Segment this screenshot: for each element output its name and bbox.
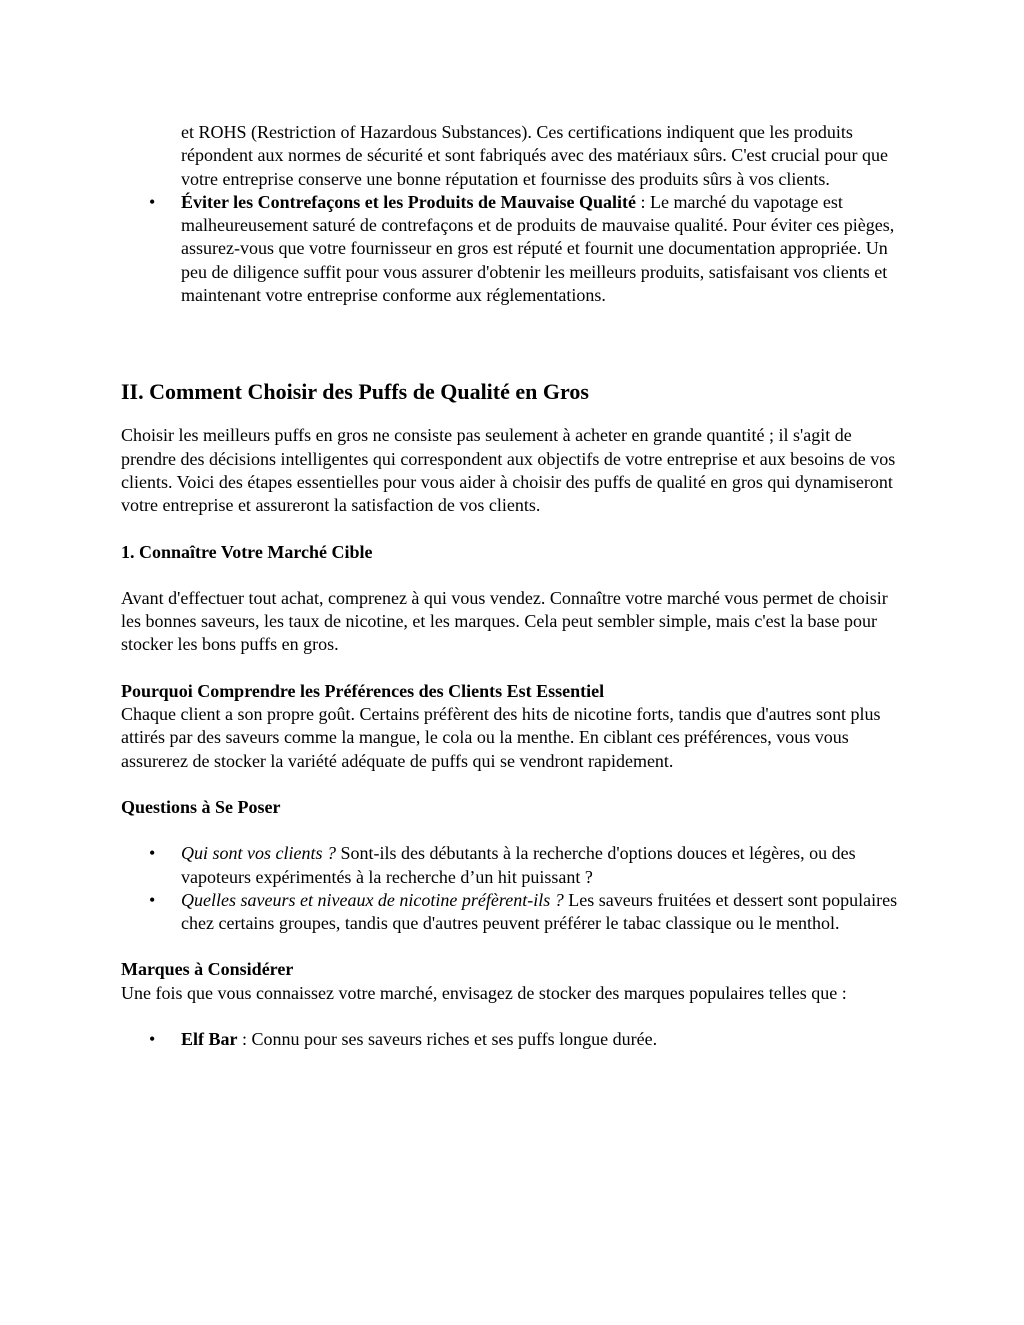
list-item-text: et ROHS (Restriction of Hazardous Substances). Ces certifications indiquent que les produits répondent aux normes de sécurité et sont fabriqués avec des matériaux sûrs. C'est crucial pour que votre entreprise conserve une bonne réputation et fournisse des produits sûrs à vos clients. bbox=[181, 122, 889, 189]
paragraph-target-market: Avant d'effectuer tout achat, comprenez à qui vous vendez. Connaître votre marché vous permet de choisir les bonnes saveurs, les taux de nicotine, et les marques. Cela peut sembler simple, mais c'est la base pour stocker les bons puffs en gros. bbox=[121, 587, 888, 655]
certification-list bbox=[121, 121, 906, 307]
list-item bbox=[181, 121, 906, 191]
list-item bbox=[149, 842, 906, 889]
list-item-bold: Elf Bar bbox=[181, 1029, 238, 1050]
document-content bbox=[121, 121, 906, 1051]
subheading-why: Pourquoi Comprendre les Préférences des Clients Est Essentiel bbox=[121, 680, 605, 701]
subheading-questions: Questions à Se Poser bbox=[121, 796, 281, 817]
list-item-italic: Quelles saveurs et niveaux de nicotine préfèrent-ils ? bbox=[181, 889, 564, 910]
list-item bbox=[149, 889, 906, 936]
questions-list bbox=[121, 842, 906, 935]
list-item-bold: Éviter les Contrefaçons et les Produits de Mauvaise Qualité bbox=[181, 191, 636, 212]
subheading-brands: Marques à Considérer bbox=[121, 959, 294, 980]
paragraph-brands: Une fois que vous connaissez votre marché, envisagez de stocker des marques populaires telles que : bbox=[121, 982, 847, 1003]
bullet-icon: • bbox=[149, 843, 156, 864]
intro-paragraph: Choisir les meilleurs puffs en gros ne consiste pas seulement à acheter en grande quantité ; il s'agit de prendre des décisions intelligentes qui correspondent aux objectifs de votre entreprise et aux besoins de vos clients. Voici des étapes essentielles pour vous aider à choisir des puffs de qualité en gros qui dynamiseront votre entreprise et assureront la satisfaction de vos clients. bbox=[121, 425, 896, 516]
bullet-icon: • bbox=[149, 889, 156, 910]
paragraph-why: Chaque client a son propre goût. Certains préfèrent des hits de nicotine forts, tandis que d'autres sont plus attirés par des saveurs comme la mangue, le cola ou la menthe. En ciblant ces préférences, vous vous assurerez de stocker la variété adéquate de puffs qui se vendront rapidement. bbox=[121, 704, 881, 771]
section-heading: II. Comment Choisir des Puffs de Qualité en Gros bbox=[121, 379, 589, 405]
list-item-text: Sont-ils des débutants à la recherche d'options douces et légères, ou des vapoteurs expérimentés à la recherche d’un hit puissant ? bbox=[181, 843, 856, 887]
list-item-text: Les saveurs fruitées et dessert sont populaires chez certains groupes, tandis que d'autres peuvent préférer le tabac classique ou le menthol. bbox=[181, 889, 898, 934]
bullet-icon: • bbox=[149, 1029, 156, 1050]
list-item-text: : Le marché du vapotage est malheureusement saturé de contrefaçons et de produits de mauvaise qualité. Pour éviter ces pièges, assurez-vous que votre fournisseur en gros est réputé et fournit une documentation appropriée. Un peu de diligence suffit pour vous assurer d'obtenir les meilleurs produits, satisfaisant vos clients et maintenant votre entreprise conforme aux réglementations. bbox=[181, 191, 895, 306]
bullet-icon: • bbox=[149, 191, 156, 212]
list-item bbox=[149, 191, 906, 307]
subheading-target-market: 1. Connaître Votre Marché Cible bbox=[121, 541, 373, 562]
list-item bbox=[149, 1028, 906, 1051]
list-item-italic: Qui sont vos clients ? bbox=[181, 843, 336, 864]
list-item-text: : Connu pour ses saveurs riches et ses puffs longue durée. bbox=[237, 1029, 658, 1050]
brands-list bbox=[121, 1028, 906, 1051]
